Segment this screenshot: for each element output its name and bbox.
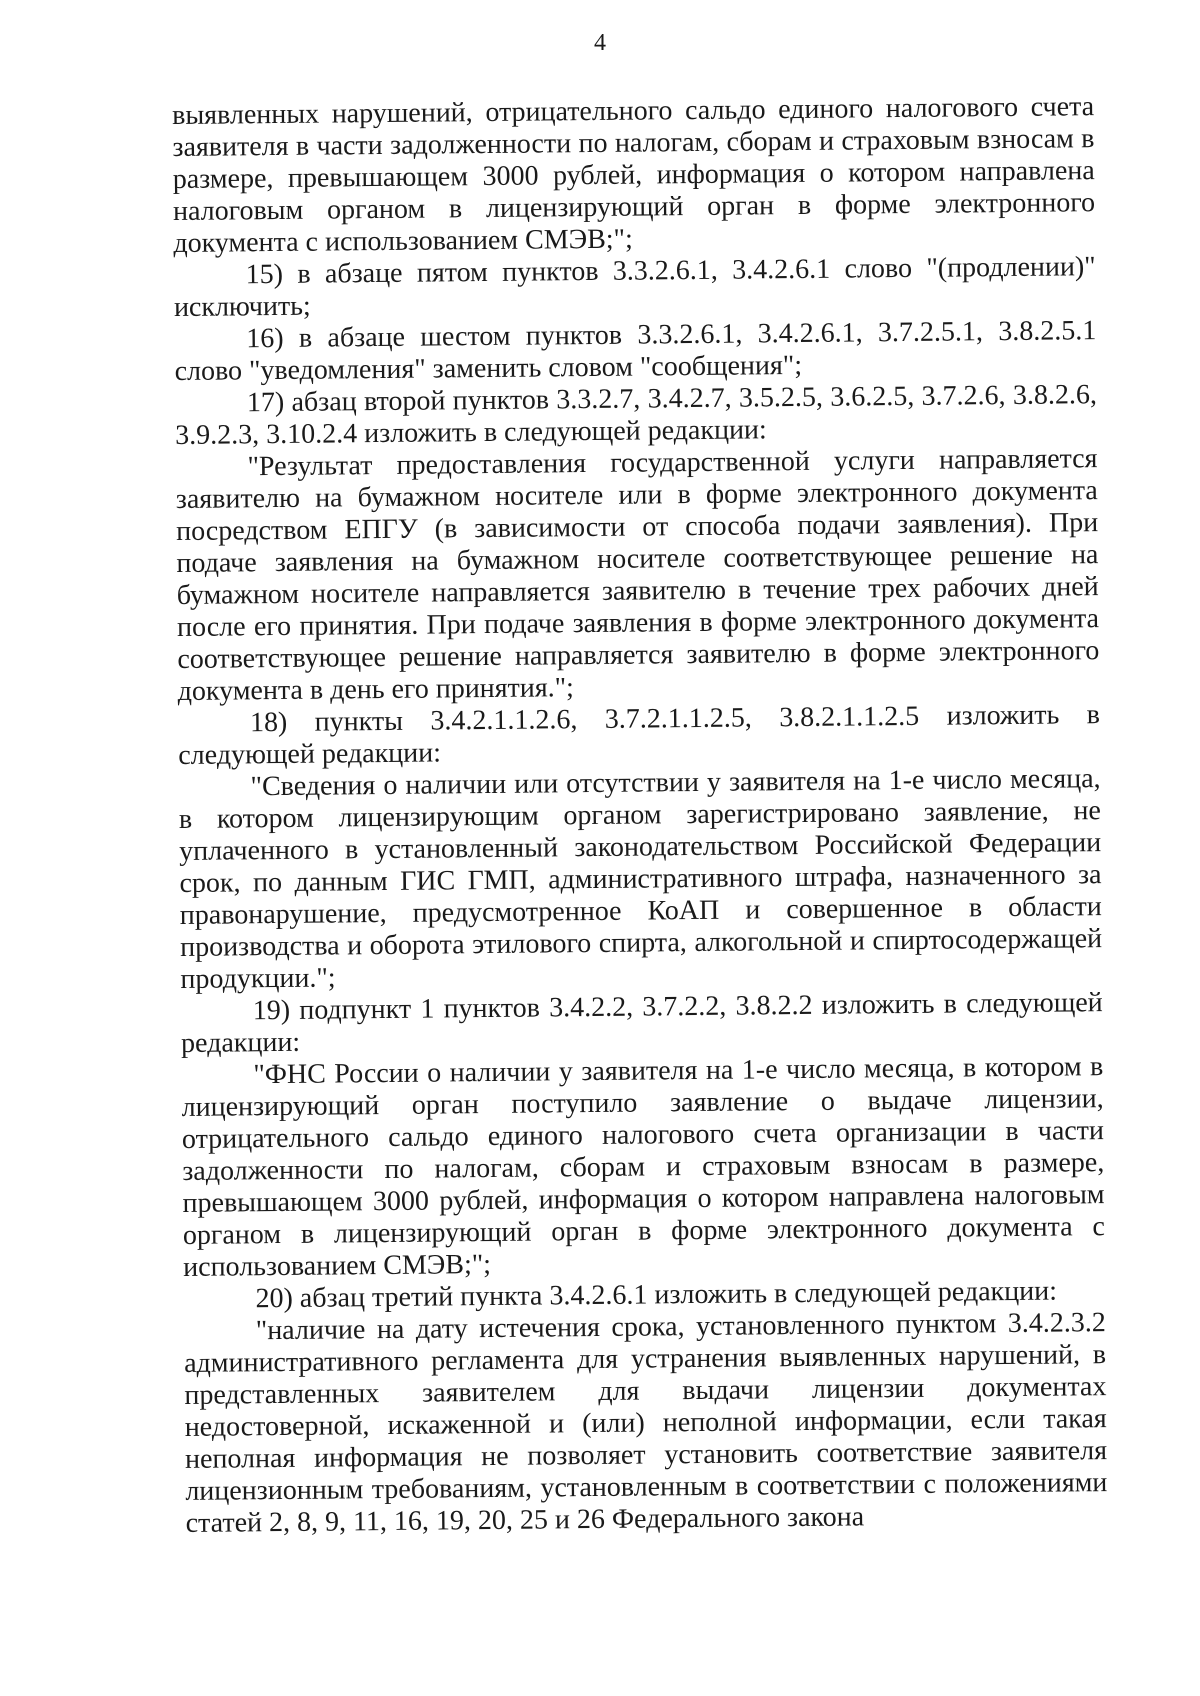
paragraph-item-18: 18) пункты 3.4.2.1.1.2.6, 3.7.2.1.1.2.5, 3.8.2.1.1.2.5 изложить в следующей редакции: (178, 699, 1101, 771)
paragraph-item-17: 17) абзац второй пунктов 3.3.2.7, 3.4.2.7, 3.5.2.5, 3.6.2.5, 3.7.2.6, 3.8.2.6, 3.9.2.3, 3.10.2.4 изложить в следующей редакции: (175, 379, 1098, 451)
paragraph-item-20: 20) абзац третий пункта 3.4.2.6.1 изложить в следующей редакции: (255, 1275, 1058, 1315)
paragraph-quote-19: "ФНС России о наличии у заявителя на 1-е число месяца, в котором в лицензирующий орган поступило заявление о выдаче лицензии, отрицательного сальдо единого налогового счета организации в части задолженности по налогам, сборам и страховым взносам в размере, превышающем 3000 рублей, информация о котором направлена налоговым органом в лицензирующий орган в форме электронного документа с использованием СМЭВ;"; (181, 1051, 1106, 1283)
page-number: 4 (594, 30, 606, 56)
paragraph-quote-18: "Сведения о наличии или отсутствии у заявителя на 1-е число месяца, в котором лицензирующим органом зарегистрировано заявление, не уплаченного в установленный законодательством Российской Федерации срок, по данным ГИС ГМП, административного штрафа, назначенного за правонарушение, предусмотренное КоАП и совершенное в области производства и оборота этилового спирта, алкогольной и спиртосодержащей продукции."; (178, 763, 1103, 995)
paragraph-item-19: 19) подпункт 1 пунктов 3.4.2.2, 3.7.2.2, 3.8.2.2 изложить в следующей редакции: (180, 987, 1103, 1059)
document-body (172, 91, 1108, 1540)
paragraph-continuation: выявленных нарушений, отрицательного сальдо единого налогового счета заявителя в части задолженности по налогам, сборам и страховым взносам в размере, превышающем 3000 рублей, информация о котором направлена налоговым органом в лицензирующий орган в форме электронного документа с использованием СМЭВ;"; (172, 91, 1096, 259)
paragraph-quote-20: "наличие на дату истечения срока, установленного пунктом 3.4.2.3.2 административного регламента для устранения выявленных нарушений, в представленных заявителем для выдачи лицензии документах недостоверной, искаженной и (или) неполной информации, если такая неполная информация не позволяет установить соответствие заявителя лицензионным требованиям, установленным в соответствии с положениями статей 2, 8, 9, 11, 16, 19, 20, 25 и 26 Федерального закона (183, 1307, 1108, 1539)
paragraph-item-15: 15) в абзаце пятом пунктов 3.3.2.6.1, 3.4.2.6.1 слово "(продлении)" исключить; (173, 251, 1096, 323)
paragraph-quote-17: "Результат предоставления государственной услуги направляется заявителю на бумажном носителе или в форме электронного документа посредством ЕПГУ (в зависимости от способа подачи заявления). При подаче заявления на бумажном носителе соответствующее решение на бумажном носителе направляется заявителю в течение трех рабочих дней после его принятия. При подаче заявления в форме электронного документа соответствующее решение направляется заявителю в форме электронного документа в день его принятия."; (175, 443, 1100, 707)
paragraph-item-16: 16) в абзаце шестом пунктов 3.3.2.6.1, 3.4.2.6.1, 3.7.2.5.1, 3.8.2.5.1 слово "уведомления" заменить словом "сообщения"; (174, 315, 1097, 387)
